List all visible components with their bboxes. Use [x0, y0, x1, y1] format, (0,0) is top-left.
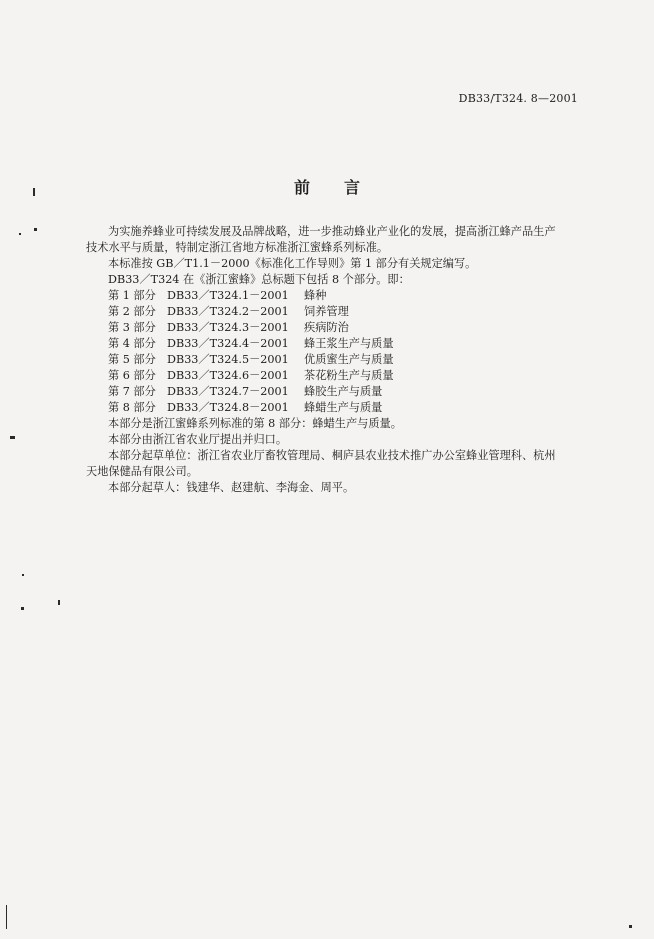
list-item — [86, 368, 586, 384]
part-number: 第 7 部分 — [108, 385, 156, 398]
part-code: DB33／T324.5－2001 — [167, 353, 289, 366]
part-number: 第 3 部分 — [108, 321, 156, 334]
scan-speck — [34, 228, 37, 231]
part-title: 蜂种 — [304, 289, 327, 302]
part-code: DB33／T324.1－2001 — [167, 289, 289, 302]
foreword-body — [86, 224, 586, 496]
list-item — [86, 320, 586, 336]
part-number: 第 8 部分 — [108, 401, 156, 414]
part-code: DB33／T324.3－2001 — [167, 321, 289, 334]
scan-speck — [58, 600, 60, 605]
intro-paragraph-line2: 技术水平与质量，特制定浙江省地方标准浙江蜜蜂系列标准。 — [86, 241, 389, 254]
list-item — [86, 336, 586, 352]
part-title: 疾病防治 — [304, 321, 349, 334]
document-code: DB33/T324. 8—2001 — [458, 92, 578, 105]
scan-speck — [6, 905, 7, 929]
scan-speck — [10, 436, 15, 439]
drafting-units-line1: 本部分起草单位：浙江省农业厅畜牧管理局、桐庐县农业技术推广办公室蜂业管理科、杭州 — [108, 449, 556, 462]
this-part-paragraph: 本部分是浙江蜜蜂系列标准的第 8 部分：蜂蜡生产与质量。 — [108, 417, 402, 430]
list-item — [86, 352, 586, 368]
scan-speck — [33, 188, 35, 196]
part-title: 茶花粉生产与质量 — [304, 369, 394, 382]
part-title: 优质蜜生产与质量 — [304, 353, 394, 366]
drafters-paragraph: 本部分起草人：钱建华、赵建航、李海金、周平。 — [108, 481, 355, 494]
part-title: 蜂蜡生产与质量 — [304, 401, 383, 414]
standard-basis-paragraph: 本标准按 GB／T1.1－2000《标准化工作导则》第 1 部分有关规定编写。 — [108, 257, 477, 270]
parts-list — [86, 288, 586, 416]
part-title: 饲养管理 — [304, 305, 349, 318]
scan-speck — [19, 233, 21, 235]
page-title: 前言 — [293, 178, 394, 197]
series-intro-paragraph: DB33／T324 在《浙江蜜蜂》总标题下包括 8 个部分。即： — [108, 273, 410, 286]
list-item — [86, 400, 586, 416]
part-title: 蜂胶生产与质量 — [304, 385, 383, 398]
part-number: 第 1 部分 — [108, 289, 156, 302]
proposed-by-paragraph: 本部分由浙江省农业厅提出并归口。 — [108, 433, 288, 446]
part-number: 第 4 部分 — [108, 337, 156, 350]
part-code: DB33／T324.6－2001 — [167, 369, 289, 382]
drafting-units-line2: 天地保健品有限公司。 — [86, 465, 198, 478]
list-item — [86, 288, 586, 304]
scan-speck — [21, 607, 24, 610]
part-code: DB33／T324.2－2001 — [167, 305, 289, 318]
list-item — [86, 384, 586, 400]
scan-speck — [22, 574, 24, 576]
part-title: 蜂王浆生产与质量 — [304, 337, 394, 350]
part-code: DB33／T324.7－2001 — [167, 385, 289, 398]
list-item — [86, 304, 586, 320]
part-number: 第 5 部分 — [108, 353, 156, 366]
part-code: DB33／T324.8－2001 — [167, 401, 289, 414]
part-number: 第 2 部分 — [108, 305, 156, 318]
scan-speck — [629, 925, 632, 928]
part-number: 第 6 部分 — [108, 369, 156, 382]
intro-paragraph-line1: 为实施养蜂业可持续发展及品牌战略，进一步推动蜂业产业化的发展，提高浙江蜂产品生产 — [108, 225, 556, 238]
part-code: DB33／T324.4－2001 — [167, 337, 289, 350]
